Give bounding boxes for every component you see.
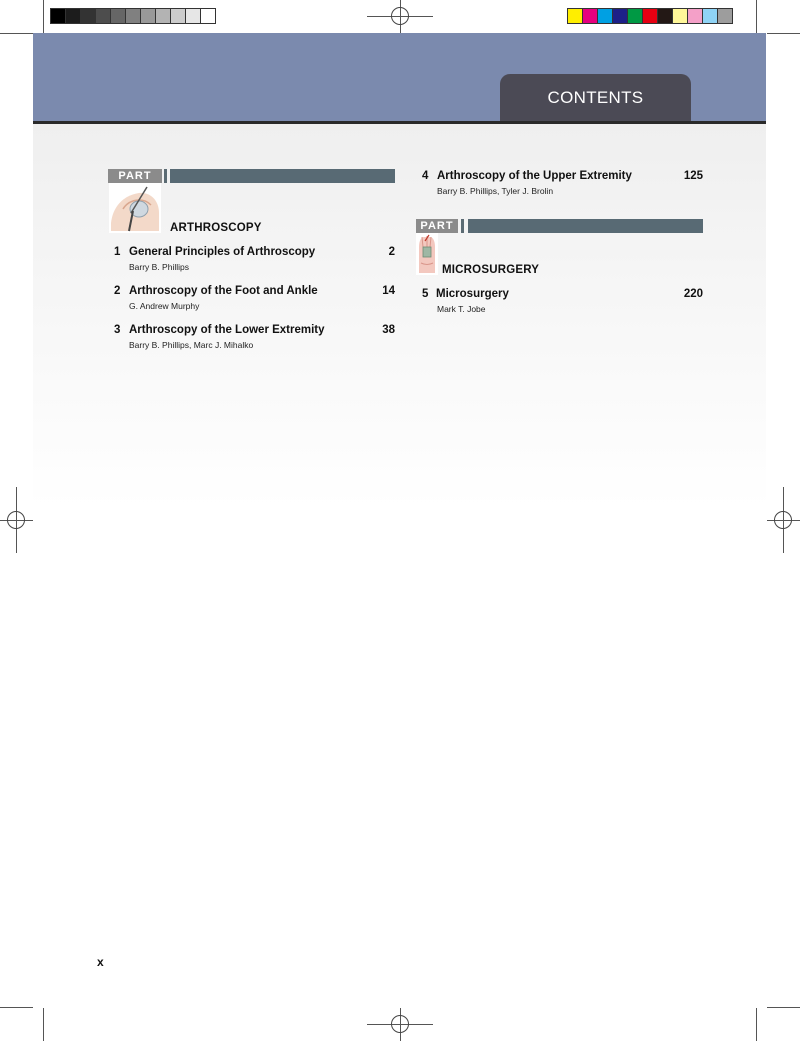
gray-swatch	[95, 8, 111, 24]
chapter-title: General Principles of Arthroscopy	[129, 246, 316, 258]
chapter-authors: Barry B. Phillips	[129, 262, 189, 272]
color-swatch	[717, 8, 733, 24]
page-title: CONTENTS	[500, 74, 691, 121]
gray-swatch	[80, 8, 96, 24]
gray-swatch	[155, 8, 171, 24]
gray-swatch	[110, 8, 126, 24]
part-notch	[461, 219, 464, 233]
chapter-number: 5	[422, 288, 429, 300]
color-swatch	[702, 8, 718, 24]
color-calibration-bar	[567, 8, 732, 24]
chapter-page: 2	[388, 246, 395, 258]
chapter-authors: Barry B. Phillips, Tyler J. Brolin	[437, 186, 554, 196]
gray-swatch	[125, 8, 141, 24]
chapter-number: 3	[114, 324, 121, 336]
part-label: PART	[108, 169, 162, 183]
gray-swatch	[140, 8, 156, 24]
page-number: x	[97, 955, 104, 969]
color-swatch	[582, 8, 598, 24]
gray-swatch	[50, 8, 66, 24]
chapter-page: 220	[683, 288, 703, 300]
part-title: MICROSURGERY	[442, 264, 540, 276]
chapter-page: 38	[382, 324, 395, 336]
chapter-page: 125	[683, 170, 703, 182]
toc-entry[interactable]	[114, 246, 395, 272]
chapter-title: Microsurgery	[436, 288, 509, 300]
chapter-authors: G. Andrew Murphy	[129, 301, 200, 311]
color-swatch	[657, 8, 673, 24]
arthroscopy-illustration-icon	[109, 183, 161, 233]
chapter-title: Arthroscopy of the Lower Extremity	[129, 324, 325, 336]
color-swatch	[672, 8, 688, 24]
chapter-authors: Barry B. Phillips, Marc J. Mihalko	[129, 340, 254, 350]
grayscale-calibration-bar	[50, 8, 215, 24]
color-swatch	[597, 8, 613, 24]
toc-entry[interactable]	[422, 288, 703, 314]
color-swatch	[687, 8, 703, 24]
part-title: ARTHROSCOPY	[170, 222, 262, 234]
header-rule	[33, 121, 766, 124]
toc-entry[interactable]	[114, 285, 395, 311]
chapter-number: 1	[114, 246, 121, 258]
part-notch	[164, 169, 167, 183]
chapter-title: Arthroscopy of the Foot and Ankle	[129, 285, 318, 297]
part-bar	[170, 169, 395, 183]
gray-swatch	[65, 8, 81, 24]
chapter-authors: Mark T. Jobe	[437, 304, 486, 314]
gray-swatch	[185, 8, 201, 24]
chapter-title: Arthroscopy of the Upper Extremity	[437, 170, 632, 182]
microsurgery-illustration-icon	[416, 233, 438, 275]
chapter-number: 2	[114, 285, 121, 297]
part-bar	[468, 219, 703, 233]
chapter-number: 4	[422, 170, 429, 182]
toc-entry[interactable]	[422, 170, 703, 196]
toc-entry[interactable]	[114, 324, 395, 350]
part-label: PART	[416, 219, 458, 233]
gray-swatch	[170, 8, 186, 24]
color-swatch	[627, 8, 643, 24]
gray-swatch	[200, 8, 216, 24]
color-swatch	[612, 8, 628, 24]
color-swatch	[567, 8, 583, 24]
chapter-page: 14	[382, 285, 395, 297]
color-swatch	[642, 8, 658, 24]
